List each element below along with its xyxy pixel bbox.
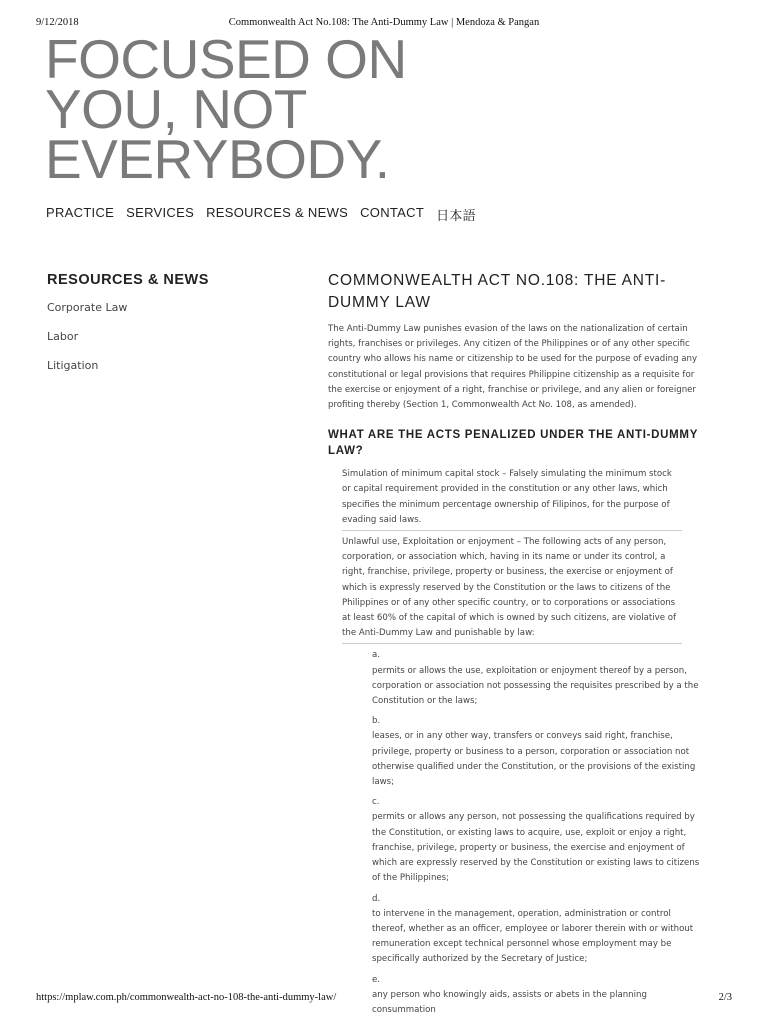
section-heading: WHAT ARE THE ACTS PENALIZED UNDER THE ANTI-DUMMY LAW? <box>328 429 698 458</box>
sidebar <box>47 272 297 387</box>
hero-tagline <box>45 28 465 190</box>
nav-japanese[interactable]: 日本語 <box>436 208 476 223</box>
sub-item-letter: b. <box>372 716 381 727</box>
sub-list-item <box>372 795 702 886</box>
sub-item-letter: e. <box>372 974 381 985</box>
sub-item-text: any person who knowingly aids, assists or abets in the planning consummation <box>372 989 647 1015</box>
sidebar-link-litigation[interactable]: Litigation <box>47 359 99 372</box>
sub-list-item <box>372 648 702 709</box>
list-item: Unlawful use, Exploitation or enjoyment – The following acts of any person, corporation, or association which, having in its name or under its control, a right, franchise, privilege, property or business, the exercise or enjoyment of which is expressly reserved by the Constitution or the laws to citizens of the Philippines or of any other specific country, or to corporations or associations at least 60% of the capital of which is owned by such citizens, are violative of the Anti-Dummy Law and punishable by law: <box>342 530 682 644</box>
sub-item-text: to intervene in the management, operation, administration or control thereof, whether as an officer, employee or laborer therein with or without remuneration except technical personnel whose employment may be specifically authorized by the Secretary of Justice; <box>372 908 694 965</box>
nav-resources-news[interactable]: RESOURCES & NEWS <box>206 205 349 220</box>
list-item: Simulation of minimum capital stock – Falsely simulating the minimum stock or capital requirement provided in the constitution or any other laws, which specifies the minimum percentage ownership of Filipinos, for the purpose of evading said laws. <box>342 469 672 525</box>
print-url: https://mplaw.com.ph/commonwealth-act-no-108-the-anti-dummy-law/ <box>36 992 337 1003</box>
sub-list-item <box>372 714 702 790</box>
main-nav <box>46 205 488 224</box>
sub-item-letter: c. <box>372 797 380 808</box>
hero-line-2: YOU, NOT <box>45 78 307 140</box>
print-date: 9/12/2018 <box>36 17 79 28</box>
sub-list <box>372 648 702 1018</box>
hero-line-3: EVERYBODY. <box>45 128 390 190</box>
acts-list <box>342 467 700 1018</box>
sub-item-text: permits or allows any person, not possessing the qualifications required by the Constitution, or existing laws to acquire, use, exploit or enjoy a right, franchise, privilege, property or business, the exercise and enjoyment of which are expressly reserved by the Constitution or existing laws to citizens of the Philippines; <box>372 812 700 884</box>
print-doc-title: Commonwealth Act No.108: The Anti-Dummy Law | Mendoza & Pangan <box>228 17 540 28</box>
article-intro: The Anti-Dummy Law punishes evasion of the laws on the nationalization of certain rights, franchises or privileges. Any citizen of the Philippines or of any other specific country who allows his name or citizenship to be used for the purpose of evading any constitutional or legal provisions that requires Philippine citizenship as a requisite for the exercise or enjoyment of a right, franchise or privilege, and any alien or foreigner profiting thereby (Section 1, Commonwealth Act No. 108, as amended). <box>328 324 698 411</box>
sidebar-link-labor[interactable]: Labor <box>47 330 79 343</box>
hero-line-1: FOCUSED ON <box>45 28 407 90</box>
article-title: COMMONWEALTH ACT NO.108: THE ANTI-DUMMY LAW <box>328 272 667 311</box>
print-footer <box>0 992 768 1006</box>
nav-practice[interactable]: PRACTICE <box>46 205 115 220</box>
sidebar-link-corporate-law[interactable]: Corporate Law <box>47 301 128 314</box>
nav-services[interactable]: SERVICES <box>126 205 195 220</box>
article <box>328 270 698 1023</box>
page-number: 2/3 <box>718 992 732 1003</box>
sub-item-text: leases, or in any other way, transfers or conveys said right, franchise, privilege, property or business to a person, corporation or association not otherwise qualified under the Constitution, or the provisions of the existing laws; <box>372 731 696 788</box>
sub-item-letter: a. <box>372 650 380 661</box>
nav-contact[interactable]: CONTACT <box>360 205 425 220</box>
sub-item-letter: d. <box>372 893 381 904</box>
sub-list-item <box>372 892 702 968</box>
sidebar-heading: RESOURCES & NEWS <box>47 272 209 288</box>
sub-item-text: permits or allows the use, exploitation or enjoyment thereof by a person, corporation or association not possessing the requisites prescribed by a the Constitution or the laws; <box>372 665 699 707</box>
